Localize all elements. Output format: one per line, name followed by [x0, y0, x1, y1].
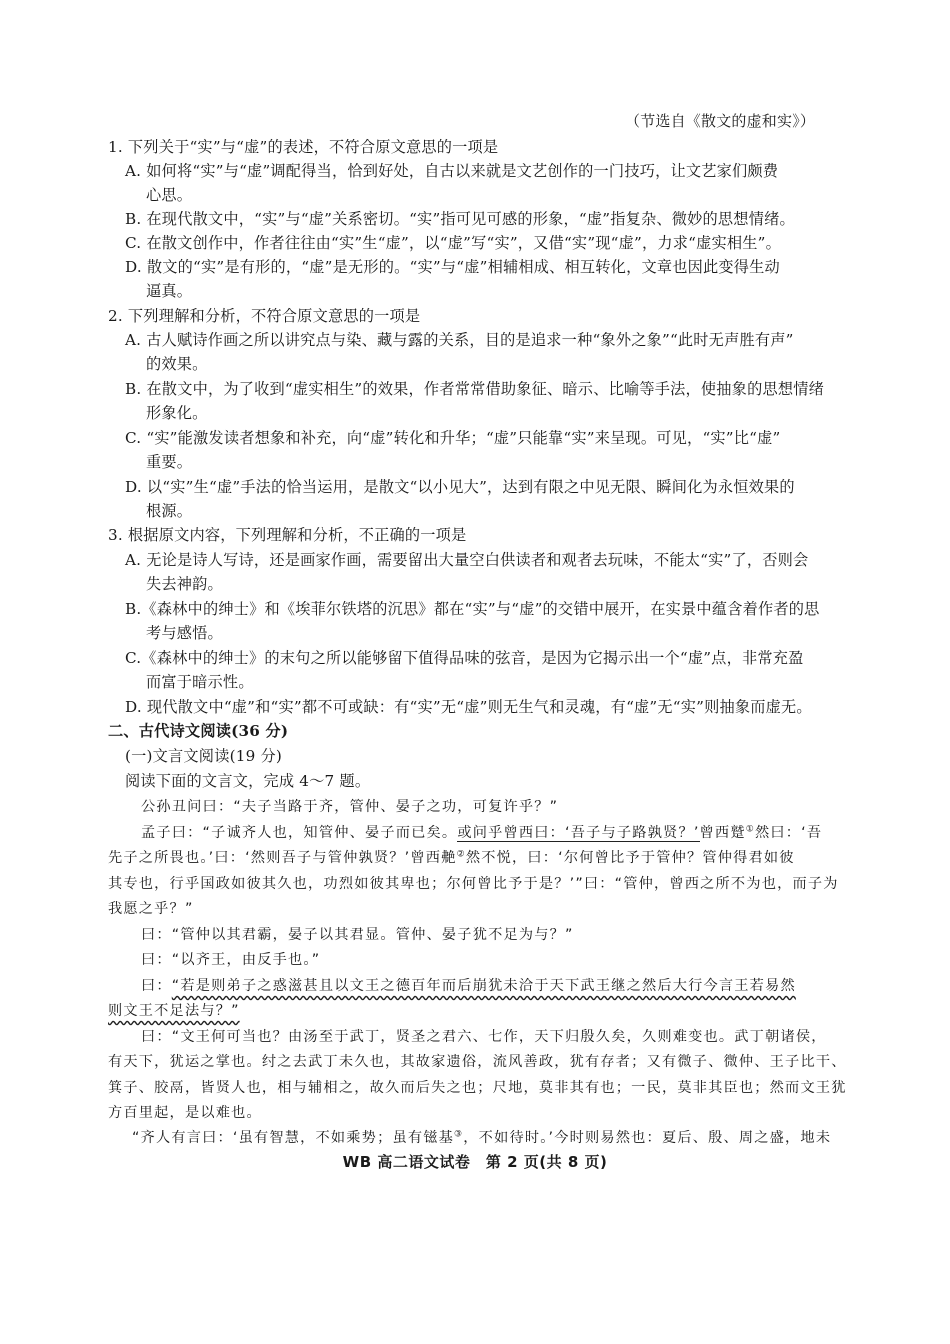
section-title: 二、古代诗文阅读(36 分)	[108, 722, 289, 740]
passage-text: 然曰：‘吾	[755, 825, 823, 841]
q3-option-b-cont: 考与感悟。	[146, 624, 223, 642]
passage-para-6-line-4: 方百里起，是以难也。	[108, 1105, 262, 1121]
excerpt-source: （节选自《散文的虚和实》）	[625, 112, 816, 130]
passage-text: 先子之所畏也。’曰：‘然则吾子与管仲孰贤？’曾西艴	[108, 850, 457, 866]
q1-option-c: C. 在散文创作中，作者往往由“实”生“虚”，以“虚”写“实”，又借“实”现“虚”，力求“虚实相生”。	[125, 234, 782, 252]
passage-para-5	[141, 976, 796, 996]
q2-option-c: C. “实”能激发读者想象和补充，向“虚”转化和升华；“虚”只能靠“实”来呈现。可见，“实”比“虚”	[125, 429, 781, 447]
passage-para-3: 曰：“管仲以其君霸，晏子以其君显。管仲、晏子犹不足为与？”	[141, 927, 574, 943]
passage-text: 孟子曰：“子诚齐人也，知管仲、晏子而已矣。	[141, 825, 458, 841]
q3-option-c: C.《森林中的绅士》的末句之所以能够留下值得品味的弦音，是因为它揭示出一个“虚”点，非常充盈	[125, 649, 804, 667]
passage-para-2-line-3: 其专也，行乎国政如彼其久也，功烈如彼其卑也；尔何曾比予于是？’”曰：“管仲，曾西之所不为也，而子为	[108, 876, 839, 892]
passage-para-5-line-2	[108, 1001, 240, 1021]
q3-option-a-cont: 失去神韵。	[146, 575, 223, 593]
q1-stem: 1. 下列关于“实”与“虚”的表述，不符合原文意思的一项是	[108, 138, 499, 156]
q2-option-a-cont: 的效果。	[146, 355, 208, 373]
subsection-title: (一)文言文阅读(19 分)	[125, 747, 282, 765]
q1-option-b: B. 在现代散文中，“实”与“虚”关系密切。“实”指可见可感的形象，“虚”指复杂、微妙的思想情绪。	[125, 210, 795, 228]
passage-para-6: 曰：“文王何可当也？由汤至于武丁，贤圣之君六、七作，天下归殷久矣，久则难变也。武丁朝诸侯，	[141, 1029, 827, 1045]
passage-text: 曾西蹵	[699, 825, 746, 841]
q3-option-d: D. 现代散文中“虚”和“实”都不可或缺：有“实”无“虚”则无生气和灵魂，有“虚”无“实”则抽象而虚无。	[125, 698, 812, 716]
footnote-marker: ③	[454, 1129, 464, 1140]
q2-option-b-cont: 形象化。	[146, 404, 208, 422]
q1-option-d: D. 散文的“实”是有形的，“虚”是无形的。“实”与“虚”相辅相成、相互转化，文章也因此变得生动	[125, 258, 780, 276]
passage-para-2-line-4: 我愿之乎？”	[108, 901, 194, 917]
q3-option-b: B.《森林中的绅士》和《埃菲尔铁塔的沉思》都在“实”与“虚”的交错中展开，在实景中蕴含着作者的思	[125, 600, 820, 618]
q1-option-a-cont: 心思。	[146, 186, 193, 204]
instruction: 阅读下面的文言文，完成 4～7 题。	[125, 772, 371, 790]
underlined-sentence: 或问乎曾西曰：‘吾子与子路孰贤？’	[457, 825, 700, 841]
q2-option-d: D. 以“实”生“虚”手法的恰当运用，是散文“以小见大”，达到有限之中见无限、瞬间化为永恒效果的	[125, 478, 795, 496]
passage-para-4: 曰：“以齐王，由反手也。”	[141, 952, 321, 968]
q2-option-a: A. 古人赋诗作画之所以讲究点与染、藏与露的关系，目的是追求一种“象外之象”“此时无声胜有声”	[125, 331, 794, 349]
passage-para-2-line-2	[108, 848, 795, 868]
q1-option-d-cont: 逼真。	[146, 282, 193, 300]
q3-option-a: A. 无论是诗人写诗，还是画家作画，需要留出大量空白供读者和观者去玩味，不能太“实”了，否则会	[125, 551, 809, 569]
passage-para-2	[141, 823, 822, 843]
passage-text: 曰：	[141, 978, 172, 994]
q3-option-c-cont: 而富于暗示性。	[146, 673, 254, 691]
passage-para-1: 公孙丑问曰：“夫子当路于齐，管仲、晏子之功，可复许乎？”	[141, 799, 559, 815]
passage-para-6-line-3: 箕子、胶鬲，皆贤人也，相与辅相之，故久而后失之也；尺地，莫非其有也；一民，莫非其臣也；然而文王犹	[108, 1080, 847, 1096]
passage-text: “齐人有言曰：‘虽有智慧，不如乘势；虽有镃基	[132, 1130, 455, 1146]
footnote-marker: ①	[745, 824, 755, 835]
passage-text: 然不悦，曰：‘尔何曾比予于管仲？管仲得君如彼	[465, 850, 795, 866]
q1-option-a: A. 如何将“实”与“虚”调配得当，恰到好处，自古以来就是文艺创作的一门技巧，让文艺家们颇费	[125, 162, 779, 180]
q2-option-c-cont: 重要。	[146, 453, 193, 471]
q3-stem: 3. 根据原文内容，下列理解和分析，不正确的一项是	[108, 526, 467, 544]
passage-para-6-line-2: 有天下，犹运之掌也。纣之去武丁未久也，其故家遗俗，流风善政，犹有存者；又有微子、微仲、王子比干、	[108, 1054, 847, 1070]
passage-text: ，不如待时。’今时则易然也：夏后、殷、周之盛，地未	[463, 1130, 832, 1146]
wavy-underlined-sentence: 则文王不足法与？”	[108, 1003, 240, 1019]
page-footer: WB 高二语文试卷 第 2 页(共 8 页)	[342, 1153, 608, 1171]
footnote-marker: ②	[456, 849, 466, 860]
wavy-underlined-sentence: “若是则弟子之惑滋甚且以文王之德百年而后崩犹未洽于天下武王继之然后大行今言王若易然	[171, 978, 796, 994]
q2-stem: 2. 下列理解和分析，不符合原文意思的一项是	[108, 307, 421, 325]
passage-para-7	[132, 1128, 831, 1148]
q2-option-b: B. 在散文中，为了收到“虚实相生”的效果，作者常常借助象征、暗示、比喻等手法，使抽象的思想情绪	[125, 380, 825, 398]
q2-option-d-cont: 根源。	[146, 502, 193, 520]
